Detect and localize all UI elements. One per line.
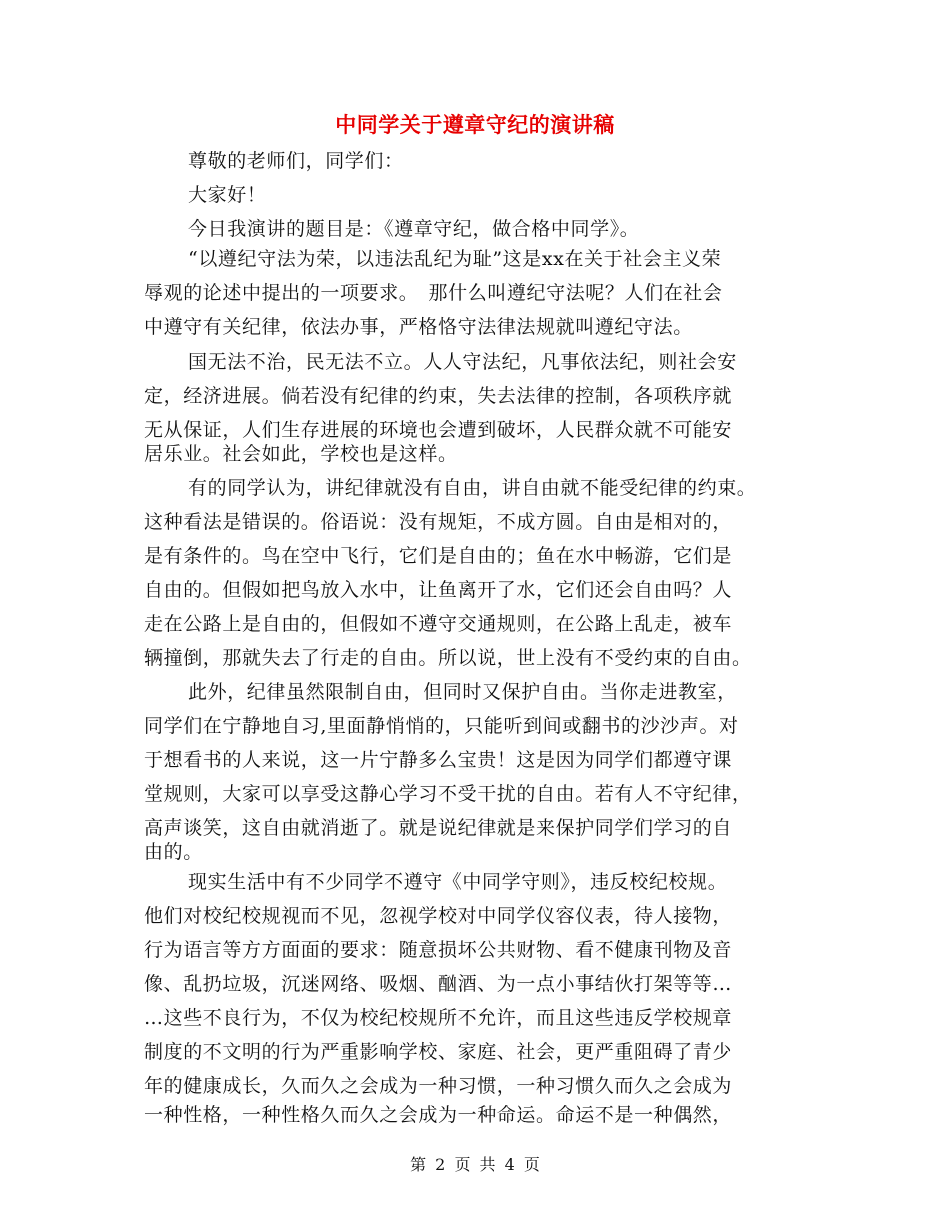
- text-line: 现实生活中有不少同学不遵守《中同学守则》，违反校纪校规。: [188, 871, 728, 893]
- text-line: 是有条件的。鸟在空中飞行，它们是自由的；鱼在水中畅游，它们是: [144, 545, 733, 567]
- document-title: 中同学关于遵章守纪的演讲稿: [335, 112, 615, 137]
- text-line: 走在公路上是自由的，但假如不遵守交通规则，在公路上乱走，被车: [144, 613, 733, 635]
- text-line: 年的健康成长，久而久之会成为一种习惯，一种习惯久而久之会成为: [144, 1075, 733, 1097]
- text-line: 堂规则，大家可以享受这静心学习不受干扰的自由。若有人不守纪律，: [144, 783, 752, 805]
- text-line: 制度的不文明的行为严重影响学校、家庭、社会，更严重阻碍了青少: [144, 1041, 733, 1063]
- text-line: 辆撞倒，那就失去了行走的自由。所以说，世上没有不受约束的自由。: [144, 647, 752, 669]
- text-line: 今日我演讲的题目是：《遵章守纪，做合格中同学》。: [188, 218, 640, 240]
- text-line: 有的同学认为，讲纪律就没有自由，讲自由就不能受纪律的约束。: [188, 477, 757, 499]
- text-line: 这种看法是错误的。俗语说：没有规矩，不成方圆。自由是相对的，: [144, 511, 733, 533]
- text-line: 同学们在宁静地自习,里面静悄悄的，只能听到间或翻书的沙沙声。对: [144, 715, 739, 737]
- text-line: 于想看书的人来说，这一片宁静多么宝贵！这是因为同学们都遵守课: [144, 749, 733, 771]
- page-footer: 第 2 页 共 4 页: [410, 1155, 540, 1174]
- text-line: …这些不良行为，不仅为校纪校规所不允许，而且这些违反学校规章: [144, 1007, 733, 1029]
- text-line: 无从保证，人们生存进展的环境也会遭到破坏，人民群众就不可能安: [144, 419, 733, 441]
- text-line: 一种性格，一种性格久而久之会成为一种命运。命运不是一种偶然，: [144, 1104, 733, 1126]
- text-line: 尊敬的老师们，同学们：: [188, 150, 404, 172]
- text-line: 辱观的论述中提出的一项要求。 那什么叫遵纪守法呢？人们在社会: [144, 282, 723, 304]
- text-line: “以遵纪守法为荣，以违法乱纪为耻”这是xx在关于社会主义荣: [188, 248, 722, 270]
- text-line: 中遵守有关纪律，依法办事，严格恪守法律法规就叫遵纪守法。: [144, 316, 693, 338]
- text-line: 由的。: [144, 841, 203, 863]
- text-line: 大家好！: [188, 184, 267, 206]
- text-line: 行为语言等方方面面的要求：随意损坏公共财物、看不健康刊物及音: [144, 939, 733, 961]
- text-line: 像、乱扔垃圾，沉迷网络、吸烟、酗酒、为一点小事结伙打架等等…: [144, 973, 733, 995]
- text-line: 国无法不治，民无法不立。人人守法纪，凡事依法纪，则社会安: [188, 351, 737, 373]
- text-line: 自由的。但假如把鸟放入水中，让鱼离开了水，它们还会自由吗？人: [144, 579, 733, 601]
- text-line: 此外，纪律虽然限制自由，但同时又保护自由。当你走进教室，: [188, 681, 737, 703]
- text-line: 他们对校纪校规视而不见，忽视学校对中同学仪容仪表，待人接物，: [144, 905, 733, 927]
- text-line: 定，经济进展。倘若没有纪律的约束，失去法律的控制，各项秩序就: [144, 385, 733, 407]
- text-line: 居乐业。社会如此，学校也是这样。: [144, 443, 458, 465]
- text-line: 高声谈笑，这自由就消逝了。就是说纪律就是来保护同学们学习的自: [144, 817, 733, 839]
